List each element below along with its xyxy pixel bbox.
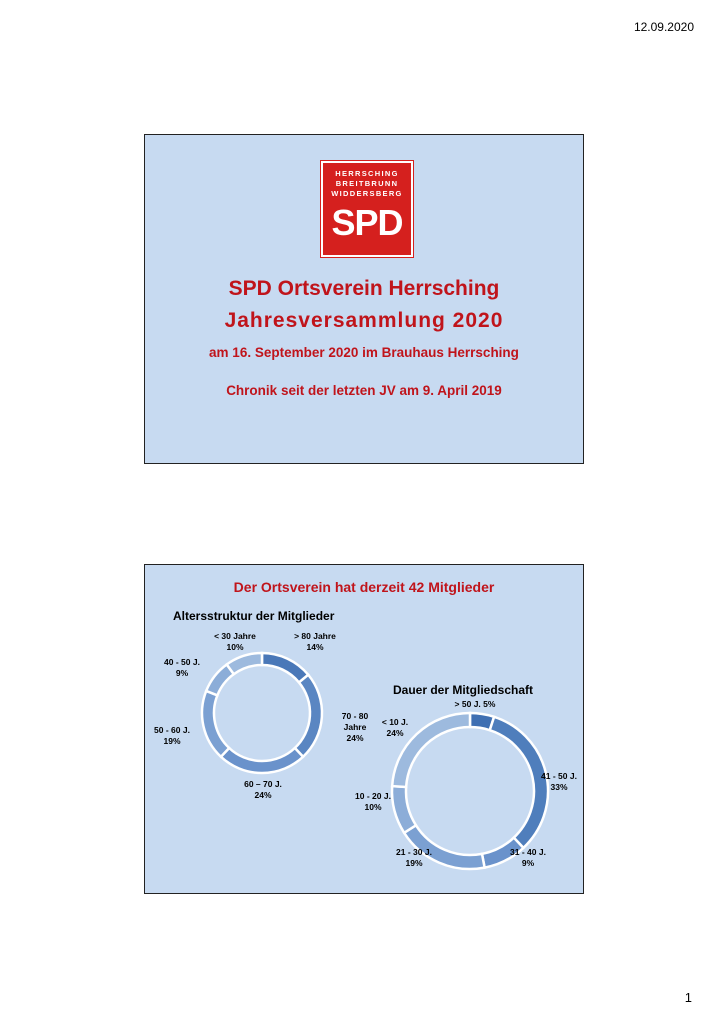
label-31-40 [501, 847, 555, 869]
print-date: 12.09.2020 [633, 20, 694, 34]
label-text: 40 - 50 J. [164, 657, 200, 667]
chart1-heading: Altersstruktur der Mitglieder [173, 609, 335, 623]
title-slide [144, 134, 584, 464]
label-21-30 [383, 847, 445, 869]
label-text: < 10 J. [381, 717, 409, 727]
label-40-50 [155, 657, 209, 679]
label-value: 24% [386, 728, 404, 738]
label-text: 21 - 30 J. [396, 847, 432, 857]
label-value: 24% [346, 733, 364, 743]
logo-line-3: WIDDERSBERG [331, 189, 403, 198]
label-under-10 [373, 717, 417, 739]
label-text: 10 - 20 J. [355, 791, 391, 801]
label-value: 33% [550, 782, 568, 792]
label-over-80 [285, 631, 345, 653]
members-slide [144, 564, 584, 894]
slide-title-line-1: SPD Ortsverein Herrsching [228, 277, 500, 300]
label-value: 10% [226, 642, 244, 652]
donut-segment [221, 748, 303, 773]
label-text: 60 – 70 J. [244, 779, 282, 789]
label-value: 24% [254, 790, 272, 800]
label-text: 70 - 80 [341, 711, 369, 721]
spd-logo [321, 161, 413, 257]
logo-brand: SPD [331, 202, 403, 243]
label-text: 31 - 40 J. [510, 847, 546, 857]
slide2-title: Der Ortsverein hat derzeit 42 Mitglieder [233, 579, 495, 595]
label-value: 14% [306, 642, 324, 652]
label-text: 41 - 50 J. [541, 771, 577, 781]
label-text: Jahre [343, 722, 367, 732]
slide-title-line-2: Jahresversammlung 2020 [224, 309, 504, 332]
page-number: 1 [684, 990, 692, 1005]
label-value: 9% [175, 668, 189, 678]
label-text: < 30 Jahre [214, 631, 256, 641]
label-10-20 [343, 791, 403, 813]
logo-line-1: HERRSCHING [335, 169, 399, 178]
label-text: > 50 J. 5% [454, 699, 496, 709]
label-value: 19% [405, 858, 423, 868]
donut-segment [227, 653, 262, 674]
label-under-30 [205, 631, 265, 653]
donut-segment [262, 653, 308, 682]
chart2-heading: Dauer der Mitgliedschaft [393, 683, 534, 697]
label-70-80 [333, 711, 377, 744]
label-50-60 [145, 725, 199, 747]
slide-subtitle: am 16. September 2020 im Brauhaus Herrsching [209, 345, 519, 360]
label-60-70 [233, 779, 293, 801]
label-value: 19% [163, 736, 181, 746]
logo-line-2: BREITBRUNN [335, 179, 399, 188]
label-value: 9% [521, 858, 535, 868]
donut-segment [202, 691, 229, 757]
label-value: 10% [364, 802, 382, 812]
label-over-50 [445, 699, 505, 710]
slide-chronicle: Chronik seit der letzten JV am 9. April 2019 [226, 383, 502, 398]
donut-segment [295, 675, 322, 757]
label-41-50 [535, 771, 583, 793]
label-text: 50 - 60 J. [154, 725, 190, 735]
label-text: > 80 Jahre [294, 631, 336, 641]
